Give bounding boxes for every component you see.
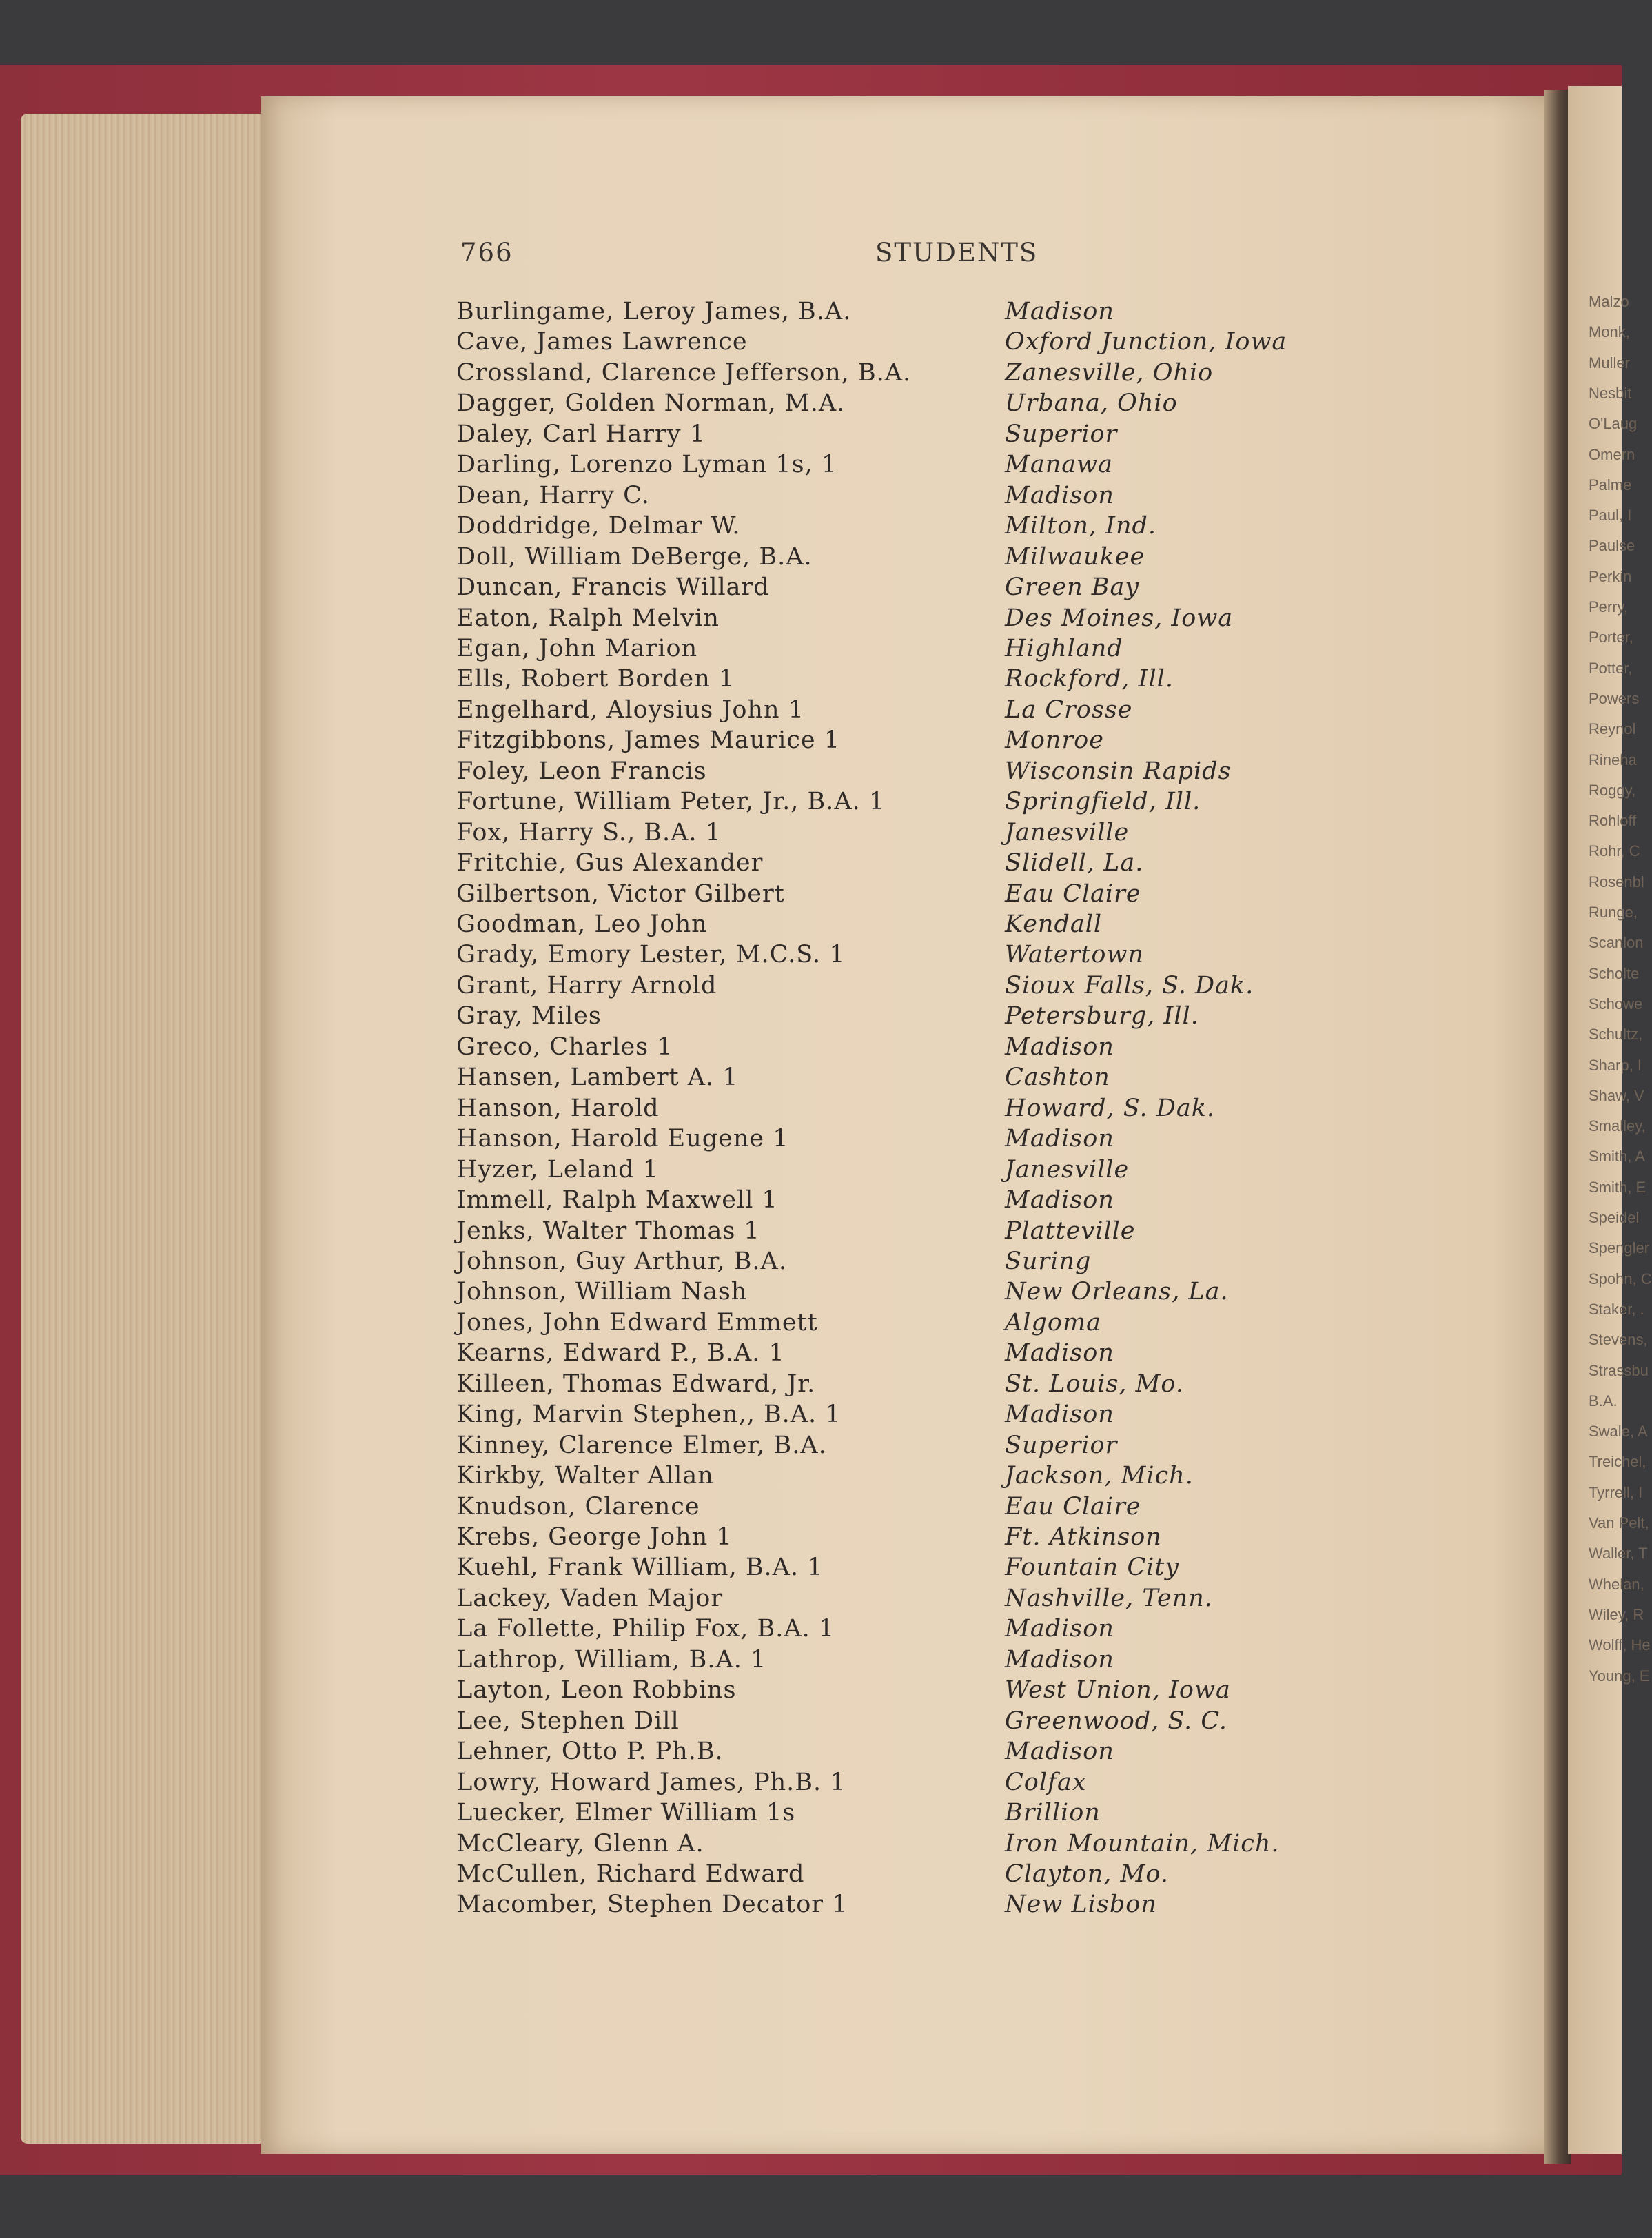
- list-item: [0, 328, 1622, 358]
- student-hometown: Watertown: [1005, 941, 1144, 969]
- list-item: [0, 604, 1622, 635]
- student-name: Foley, Leon Francis: [456, 757, 707, 785]
- facing-page-fragment: Rineha: [1589, 751, 1637, 769]
- student-name: Jenks, Walter Thomas 1: [456, 1217, 760, 1245]
- student-name: Killeen, Thomas Edward, Jr.: [456, 1370, 816, 1398]
- student-name: Greco, Charles 1: [456, 1032, 673, 1061]
- list-item: [0, 573, 1622, 604]
- list-item: [0, 635, 1622, 665]
- student-name: Lehner, Otto P. Ph.B.: [456, 1738, 724, 1766]
- student-hometown: Slidell, La.: [1005, 849, 1144, 877]
- facing-page-fragment: Nesbit: [1589, 384, 1632, 402]
- list-item: [0, 1830, 1622, 1860]
- student-name: Johnson, Guy Arthur, B.A.: [456, 1247, 787, 1275]
- facing-page-fragment: Smith, A: [1589, 1148, 1645, 1166]
- student-hometown: Superior: [1005, 1431, 1118, 1459]
- list-item: [0, 1523, 1622, 1554]
- student-name: Johnson, William Nash: [456, 1278, 748, 1306]
- list-item: [0, 1493, 1622, 1523]
- list-item: [0, 359, 1622, 389]
- list-item: [0, 1860, 1622, 1891]
- facing-page-fragment: Malzo: [1589, 293, 1629, 310]
- list-item: [0, 1401, 1622, 1431]
- list-item: [0, 1248, 1622, 1278]
- list-item: [0, 1278, 1622, 1308]
- list-item: [0, 543, 1622, 573]
- student-name: Gilbertson, Victor Gilbert: [456, 879, 785, 908]
- facing-page-fragment: Scholte: [1589, 964, 1640, 982]
- student-name: Hyzer, Leland 1: [456, 1155, 659, 1183]
- student-hometown: St. Louis, Mo.: [1005, 1370, 1184, 1398]
- list-item: [0, 1370, 1622, 1401]
- student-hometown: Madison: [1005, 1032, 1114, 1061]
- list-item: [0, 451, 1622, 481]
- facing-page-fragment: Wiley, R: [1589, 1605, 1644, 1623]
- list-item: [0, 1033, 1622, 1064]
- student-hometown: Madison: [1005, 1645, 1114, 1674]
- list-item: [0, 1554, 1622, 1584]
- student-hometown: Fountain City: [1005, 1554, 1180, 1582]
- student-hometown: Wisconsin Rapids: [1005, 757, 1232, 785]
- list-item: [0, 972, 1622, 1002]
- student-name: Grady, Emory Lester, M.C.S. 1: [456, 941, 846, 969]
- student-hometown: West Union, Iowa: [1005, 1676, 1231, 1705]
- student-name: Kearns, Edward P., B.A. 1: [456, 1339, 785, 1367]
- facing-page-fragment: Staker, .: [1589, 1300, 1644, 1318]
- facing-page-fragment: Schultz,: [1589, 1026, 1643, 1044]
- student-name: Cave, James Lawrence: [456, 328, 748, 356]
- student-name: Crossland, Clarence Jefferson, B.A.: [456, 358, 912, 387]
- list-item: [0, 1339, 1622, 1370]
- facing-page-fragment: Perkin: [1589, 567, 1632, 585]
- list-item: [0, 482, 1622, 512]
- facing-page-fragment: Runge,: [1589, 904, 1638, 921]
- student-name: Lackey, Vaden Major: [456, 1584, 724, 1612]
- student-hometown: Oxford Junction, Iowa: [1005, 328, 1287, 356]
- facing-page-fragment: Schowe: [1589, 995, 1643, 1013]
- student-hometown: Madison: [1005, 298, 1114, 325]
- student-name: Krebs, George John 1: [456, 1523, 733, 1551]
- student-hometown: Greenwood, S. C.: [1005, 1707, 1228, 1735]
- list-item: [0, 1186, 1622, 1217]
- student-name: Dagger, Golden Norman, M.A.: [456, 389, 846, 418]
- student-name: Fitzgibbons, James Maurice 1: [456, 726, 840, 755]
- student-name: Fritchie, Gus Alexander: [456, 849, 764, 877]
- facing-page-fragment: Spengler: [1589, 1239, 1650, 1257]
- student-hometown: Manawa: [1005, 451, 1113, 479]
- student-name: Kuehl, Frank William, B.A. 1: [456, 1554, 824, 1582]
- facing-page-fragment: Reynol: [1589, 720, 1636, 738]
- facing-page-fragment: Palme: [1589, 476, 1632, 494]
- student-hometown: Madison: [1005, 1125, 1114, 1153]
- facing-page-fragment: Paulse: [1589, 537, 1635, 555]
- student-hometown: Petersburg, Ill.: [1005, 1002, 1199, 1030]
- student-hometown: Madison: [1005, 1738, 1114, 1766]
- student-name: Egan, John Marion: [456, 634, 698, 662]
- facing-page-fragment: O'Laug: [1589, 415, 1638, 433]
- facing-page-fragment: Perry,: [1589, 598, 1629, 616]
- student-name: Lowry, Howard James, Ph.B. 1: [456, 1768, 846, 1796]
- student-name: Lathrop, William, B.A. 1: [456, 1645, 767, 1674]
- list-item: [0, 1676, 1622, 1707]
- facing-page-fragment: Whelan,: [1589, 1575, 1644, 1593]
- student-name: Macomber, Stephen Decator 1: [456, 1891, 848, 1919]
- list-item: [0, 849, 1622, 879]
- list-item: [0, 1615, 1622, 1645]
- facing-page-fragment: Potter,: [1589, 659, 1633, 677]
- student-hometown: Green Bay: [1005, 573, 1140, 602]
- list-item: [0, 1769, 1622, 1799]
- student-name: Lee, Stephen Dill: [456, 1707, 680, 1735]
- page-number: 766: [460, 238, 513, 267]
- list-item: [0, 880, 1622, 911]
- student-hometown: Brillion: [1005, 1799, 1101, 1827]
- student-name: Kinney, Clarence Elmer, B.A.: [456, 1431, 827, 1459]
- student-name: Duncan, Francis Willard: [456, 573, 770, 602]
- facing-page-fragment: Stevens,: [1589, 1331, 1648, 1349]
- student-hometown: Suring: [1005, 1247, 1092, 1275]
- student-name: Ells, Robert Borden 1: [456, 665, 735, 693]
- list-item: [0, 1585, 1622, 1615]
- student-hometown: Janesville: [1005, 818, 1130, 846]
- student-name: McCleary, Glenn A.: [456, 1829, 704, 1858]
- student-name: Eaton, Ralph Melvin: [456, 604, 720, 632]
- student-hometown: Springfield, Ill.: [1005, 788, 1201, 816]
- student-hometown: Jackson, Mich.: [1005, 1462, 1194, 1490]
- list-item: [0, 1462, 1622, 1492]
- student-name: Knudson, Clarence: [456, 1492, 700, 1520]
- list-item: [0, 512, 1622, 542]
- student-name: Gray, Miles: [456, 1002, 602, 1030]
- facing-page-fragment: Paul, I: [1589, 507, 1632, 525]
- facing-page-fragment: Rohr, C: [1589, 842, 1640, 860]
- student-name: Immell, Ralph Maxwell 1: [456, 1186, 778, 1214]
- student-name: Doddridge, Delmar W.: [456, 512, 741, 540]
- student-hometown: Madison: [1005, 1401, 1114, 1429]
- student-hometown: Eau Claire: [1005, 879, 1141, 908]
- facing-page-fragment: Speidel: [1589, 1209, 1640, 1226]
- facing-page-fragment: Spohn, C: [1589, 1270, 1652, 1288]
- student-hometown: Urbana, Ohio: [1005, 389, 1178, 418]
- student-name: King, Marvin Stephen,, B.A. 1: [456, 1401, 842, 1429]
- student-name: Kirkby, Walter Allan: [456, 1462, 714, 1490]
- list-item: [0, 1095, 1622, 1125]
- student-name: Burlingame, Leroy James, B.A.: [456, 298, 852, 325]
- list-item: [0, 757, 1622, 788]
- list-item: [0, 696, 1622, 726]
- list-item: [0, 1799, 1622, 1829]
- student-hometown: Sioux Falls, S. Dak.: [1005, 971, 1254, 999]
- student-name: Darling, Lorenzo Lyman 1s, 1: [456, 451, 838, 479]
- list-item: [0, 665, 1622, 695]
- student-hometown: Cashton: [1005, 1064, 1110, 1092]
- student-hometown: Janesville: [1005, 1155, 1130, 1183]
- student-name: Goodman, Leo John: [456, 911, 708, 938]
- student-hometown: Nashville, Tenn.: [1005, 1584, 1213, 1612]
- facing-page-fragment: Monk,: [1589, 323, 1630, 341]
- student-name: Layton, Leon Robbins: [456, 1676, 737, 1705]
- list-item: [0, 1002, 1622, 1032]
- list-item: [0, 1891, 1622, 1921]
- student-hometown: La Crosse: [1005, 695, 1133, 724]
- facing-page-fragment: Roggy,: [1589, 781, 1636, 799]
- facing-page-fragment: Powers: [1589, 689, 1640, 707]
- facing-page-fragment: Smalley,: [1589, 1117, 1646, 1135]
- facing-page-fragment: Strassbu: [1589, 1361, 1649, 1379]
- list-item: [0, 1217, 1622, 1248]
- student-name: Fox, Harry S., B.A. 1: [456, 818, 722, 846]
- student-hometown: Ft. Atkinson: [1005, 1523, 1162, 1551]
- facing-page-fragment: Rohloff: [1589, 812, 1637, 830]
- list-item: [0, 911, 1622, 941]
- student-hometown: New Lisbon: [1005, 1891, 1157, 1919]
- student-hometown: Superior: [1005, 420, 1118, 448]
- student-hometown: Milton, Ind.: [1005, 512, 1157, 540]
- student-hometown: Highland: [1005, 634, 1123, 662]
- list-item: [0, 1125, 1622, 1155]
- student-name: Hansen, Lambert A. 1: [456, 1064, 739, 1092]
- student-name: Daley, Carl Harry 1: [456, 420, 706, 448]
- student-hometown: Eau Claire: [1005, 1492, 1141, 1520]
- student-hometown: Madison: [1005, 1615, 1114, 1643]
- student-name: Hanson, Harold: [456, 1094, 660, 1122]
- list-item: [0, 420, 1622, 451]
- facing-page-fragment: Smith, E: [1589, 1178, 1646, 1196]
- student-name: Jones, John Edward Emmett: [456, 1308, 818, 1336]
- student-hometown: Clayton, Mo.: [1005, 1860, 1169, 1888]
- list-item: [0, 788, 1622, 818]
- student-hometown: Zanesville, Ohio: [1005, 358, 1214, 387]
- student-hometown: Algoma: [1005, 1308, 1102, 1336]
- student-name: Luecker, Elmer William 1s: [456, 1799, 796, 1827]
- student-name: Hanson, Harold Eugene 1: [456, 1125, 789, 1153]
- facing-page-fragment: Van Pelt,: [1589, 1514, 1649, 1532]
- student-hometown: Howard, S. Dak.: [1005, 1094, 1216, 1122]
- list-item: [0, 819, 1622, 849]
- student-hometown: Des Moines, Iowa: [1005, 604, 1234, 632]
- facing-page-fragment: Shaw, V: [1589, 1086, 1644, 1104]
- list-item: [0, 726, 1622, 757]
- running-head: STUDENTS: [875, 238, 1039, 267]
- student-hometown: Colfax: [1005, 1768, 1087, 1796]
- facing-page-fragment: Tyrrell, I: [1589, 1483, 1643, 1501]
- student-hometown: Milwaukee: [1005, 542, 1145, 571]
- student-hometown: Madison: [1005, 1339, 1114, 1367]
- student-name: Grant, Harry Arnold: [456, 971, 717, 999]
- facing-page-fragment: Porter,: [1589, 629, 1633, 647]
- student-hometown: Madison: [1005, 1186, 1114, 1214]
- list-item: [0, 1707, 1622, 1738]
- list-item: [0, 389, 1622, 420]
- student-hometown: New Orleans, La.: [1005, 1278, 1229, 1306]
- facing-page-fragment: Swale, A: [1589, 1423, 1648, 1441]
- facing-page-fragment: Treichel,: [1589, 1453, 1646, 1471]
- facing-page-fragment: Muller: [1589, 354, 1630, 372]
- list-item: [0, 941, 1622, 971]
- student-name: Fortune, William Peter, Jr., B.A. 1: [456, 788, 886, 816]
- list-item: [0, 1738, 1622, 1768]
- student-name: McCullen, Richard Edward: [456, 1860, 805, 1888]
- list-item: [0, 1156, 1622, 1186]
- facing-page-fragment: B.A.: [1589, 1392, 1618, 1410]
- student-hometown: Kendall: [1005, 911, 1103, 938]
- student-hometown: Rockford, Ill.: [1005, 665, 1174, 693]
- student-hometown: Madison: [1005, 481, 1114, 509]
- facing-page-fragment: Scanlon: [1589, 934, 1644, 952]
- list-item: [0, 1432, 1622, 1462]
- facing-page-fragment: Rosenbl: [1589, 873, 1644, 891]
- facing-page-fragment: Waller, T: [1589, 1545, 1648, 1563]
- facing-page-fragment: Omern: [1589, 445, 1635, 463]
- facing-page-fragment: Young, E: [1589, 1667, 1650, 1685]
- student-name: Engelhard, Aloysius John 1: [456, 695, 804, 724]
- student-hometown: Platteville: [1005, 1217, 1136, 1245]
- list-item: [0, 1309, 1622, 1339]
- facing-page-fragment: Sharp, I: [1589, 1056, 1642, 1074]
- list-item: [0, 1646, 1622, 1676]
- student-name: Dean, Harry C.: [456, 481, 650, 509]
- student-hometown: Iron Mountain, Mich.: [1005, 1829, 1280, 1858]
- student-name: La Follette, Philip Fox, B.A. 1: [456, 1615, 835, 1643]
- facing-page-fragment: Wolff, He: [1589, 1636, 1651, 1654]
- list-item: [0, 1064, 1622, 1094]
- list-item: [0, 298, 1622, 328]
- student-name: Doll, William DeBerge, B.A.: [456, 542, 813, 571]
- student-hometown: Monroe: [1005, 726, 1104, 755]
